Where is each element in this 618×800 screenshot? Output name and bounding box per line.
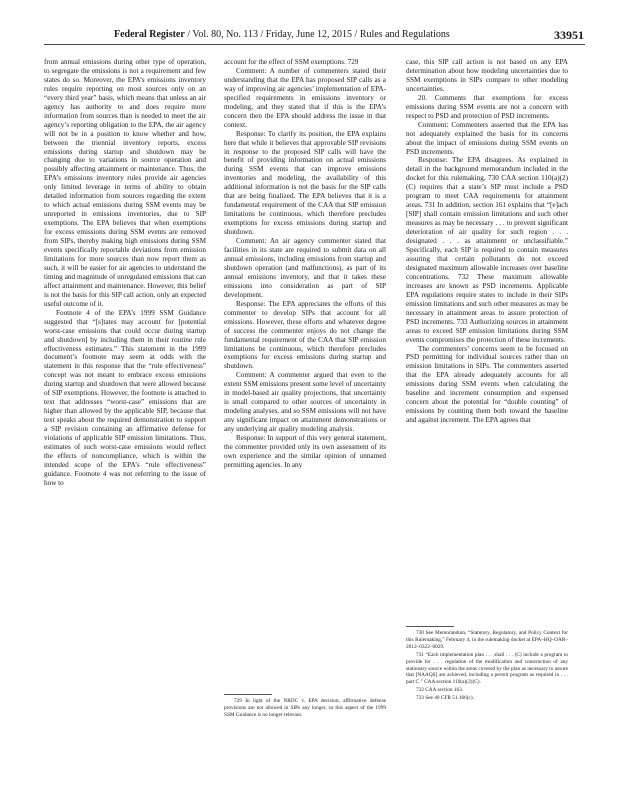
paragraph: Response: The EPA appreciates the efforts of this commenter to develop SIPs that account for all emissions. However, these efforts and whatever degree of success the commenter enjoys do not change the fundamental requirement of the CAA that SIP emission limitations be continuous, which therefore precludes exemptions for excess emissions during startup and shutdown. [224, 299, 386, 371]
paragraph: account for the effect of SSM exemptions. 729 [224, 58, 359, 66]
paragraph: Response: To clarify its position, the EPA explains here that while it believes that approvable SIP revisions in response to the proposed SIP calls will have the benefit of providing information on actual emissions during SSM events that can improve emissions inventories and modeling, the availability of this additional information is not the basis for the SIP calls that are being finalized. The EPA believes that it is a fundamental requirement of the CAA that SIP emission limitations be continuous, which therefore precludes exemptions for excess emissions during startup and shutdown. [224, 129, 386, 237]
paragraph: Comment: A commenter argued that even to the extent SSM emissions present some level of uncertainty in model-based air quality projections, that uncertainty is small compared to other sources of uncertainty in modeling analyses, and so SSM emissions will not have any significant impact on attainment demonstrations or any underlying air quality modeling analysis. [224, 371, 386, 434]
footnote-rule [224, 694, 272, 695]
header-citation [114, 28, 450, 42]
paragraph: Footnote 4 of the EPA’s 1999 SSM Guidance suggested that “[s]tates may account for [potential worst-case emissions that could occur during startup and shutdown] by including them in their routine rule effectiveness estimates.” This statement in the 1999 document’s footnote may seem at odds with the statement in this response that the “rule effectiveness” concept was not meant to embrace excess emissions during startup and shutdown that were allowed because of SIP exemptions. However, the footnote is attached to text that addresses “worst-case” emissions that are higher than allowed by the applicable SIP, because that text speaks about the required demonstration to support a SIP revision containing an affirmative defense for violations of applicable SIP emission limitations. Thus, estimates of such worst-case emissions would reflect the effects of noncompliance, which is within the intended scope of the EPA’s “rule effectiveness” guidance. Footnote 4 was not referring to the issue of how to [44, 308, 206, 487]
text-column-right [406, 58, 568, 618]
header-journal-name: Federal Register [114, 29, 185, 40]
paragraph: Response: In support of this very general statement, the commenter provided only its own assessment of its own experience and the similar opinion of unnamed permitting agencies. In any [224, 434, 386, 469]
header-rule [44, 44, 585, 45]
page-number: 33951 [554, 28, 584, 42]
paragraph: from annual emissions during other type of operation, to segregate the emissions is not a requirement and few states do so. Moreover, the EPA’s emissions inventory rules require reporting on most sources only on an “every third year” basis, which means that unless an air agency has authority to and does require more information from sources than is needed to meet the air agency’s reporting obligation to the EPA, the air agency will not be in a position to know whether and how, between the triennial inventory reports, excess emissions during startup and shutdown may be changing due to variations in source operation and possibly affecting attainment or maintenance. Thus, the EPA’s emissions inventory rules provide air agencies only limited leverage in terms of ability to obtain detailed information from sources regarding the extent to which actual emissions during SSM events may be unreported in emissions inventories, due to SIP exemptions. The EPA believes that when exemptions for excess emissions during SSM events are removed from SIPs, thereby making high emissions during SSM events specifically reportable deviations from emission limitations for more sources than now report them as such, it will be easier for air agencies to understand the timing and magnitude of unregulated emissions that can affect attainment and maintenance. However, this belief is not the basis for this SIP call action, only an expected useful outcome of it. [44, 58, 206, 308]
header-issue-details: / Vol. 80, No. 113 / Friday, June 12, 2015 / Rules and Regulations [184, 29, 450, 40]
running-header [44, 28, 584, 44]
footnotes-middle [224, 698, 386, 760]
footnote: 732 CAA section 163. [416, 687, 464, 694]
paragraph: Response: The EPA disagrees. As explained in detail in the background memorandum included in the docket for this rulemaking, 730 CAA section 110(a)(2)(C) requires that a state’s SIP must include a PSD program to meet CAA requirements for attainment areas. 731 In addition, section 161 explains that “[e]ach [SIP] shall contain emission limitations and such other measures as may be necessary . . . to prevent significant deterioration of air quality for such region . . . designated . . . as attainment or unclassifiable.” Specifically, each SIP is required to contain measures assuring that certain pollutants do not exceed designated maximum allowable increases over baseline concentrations. 732 These maximum allowable increases are known as PSD increments. Applicable EPA regulations require states to include in their SIPs emission limitations and such other measures as may be necessary in attainment areas to assure protection of PSD increments. 733 Authorizing sources in attainment areas to exceed SIP emission limitations during SSM events compromises the protection of these increments. [406, 156, 568, 344]
footnote: 733 See 40 CFR 51.166(c). [416, 695, 474, 702]
footnote-rule [406, 626, 454, 627]
section-heading: 20. Comments that exemptions for excess emissions during SSM events are not a concern with respect to PSD and protection of PSD increments. [406, 93, 568, 120]
footnote: 730 See Memorandum, “Statutory, Regulatory, and Policy Context for this Rulemaking,” February 4, in the rulemaking docket at EPA–HQ–OAR–2012–0322–0029. [406, 630, 568, 650]
paragraph: Comment: Commenters asserted that the EPA has not adequately explained the basis for its concerns about the impact of emissions during SSM events on PSD increments. [406, 120, 568, 156]
text-column-left [44, 58, 206, 778]
paragraph: Comment: An air agency commenter stated that facilities in its state are required to submit data on all annual emissions, including emissions from startup and shutdown operation (and malfunctions), as part of its annual emissions inventory, and that it takes these emissions into consideration as part of SIP development. [224, 237, 386, 299]
paragraph: The commenters’ concerns seem to be focused on PSD permitting for individual sources rather than on emission limitations in SIPs. The commenters asserted that the EPA already adequately accounts for all emissions during SSM events when calculating the baseline and increment consumption and expensed concern about the potential for “double counting” of emissions by counting them both toward the baseline and against increment. The EPA agrees that [406, 344, 568, 425]
text-column-middle [224, 58, 386, 778]
footnote: 731 “Each implementation plan . . . shall . . . (C) include a program to provide for . . . regulation of the modification and construction of any stationary source within the areas covered by the plan as necessary to assure that [NAAQS] are achieved, including a permit program as required in . . . part C.” CAA section 110(a)(2)(C). [406, 651, 568, 686]
paragraph: case, this SIP call action is not based on any EPA determination about how modeling uncertainties due to SSM exemptions in SIPs compare to other modeling uncertainties. [406, 58, 568, 93]
footnote: 729 In light of the NRDC v. EPA decision, affirmative defense provisions are not allowed in SIPs any longer, so this aspect of the 1999 SSM Guidance is no longer relevant. [224, 698, 386, 718]
paragraph: Comment: A number of commenters stated their understanding that the EPA has proposed SIP calls as a way of improving air agencies’ implementation of EPA-specified requirements in emissions inventory or modeling, and they stated that if this is the EPA’s concern then the EPA should address the issue in that context. [224, 66, 386, 129]
footnotes-right [406, 630, 568, 760]
